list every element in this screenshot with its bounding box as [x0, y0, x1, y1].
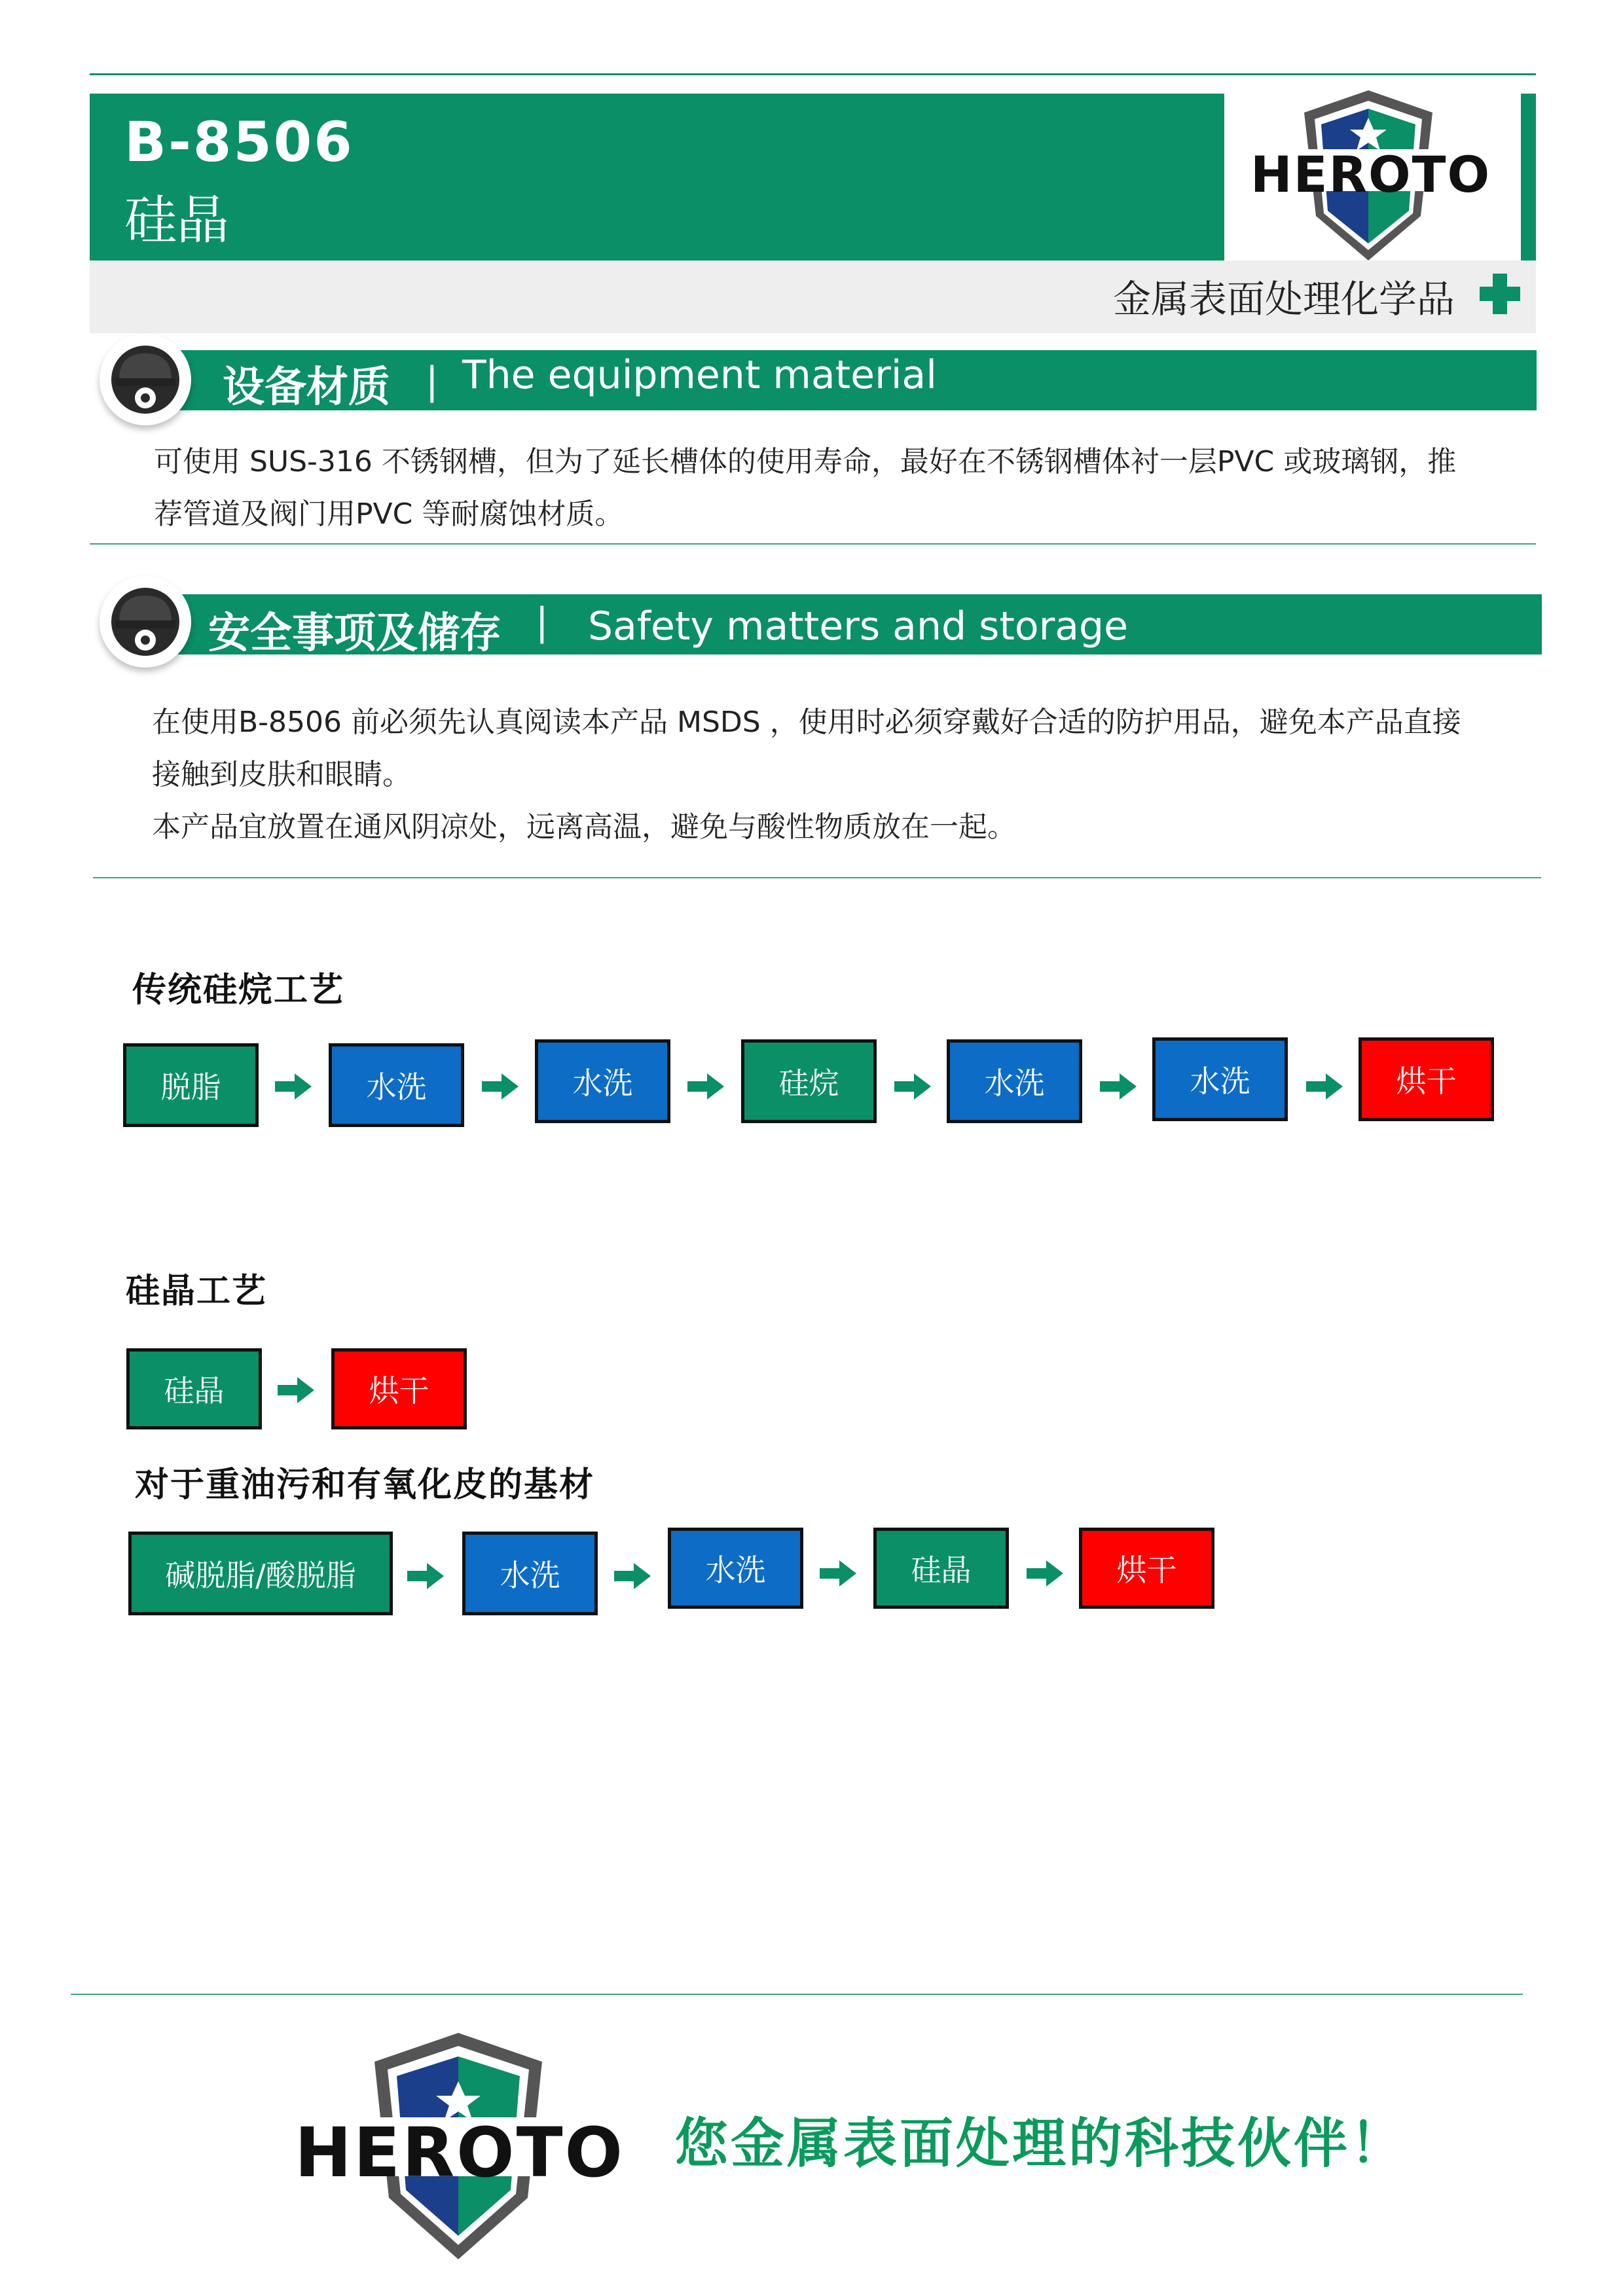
section-equipment-text	[154, 436, 1503, 541]
paragraph-line: 荐管道及阀门用PVC 等耐腐蚀材质。	[154, 497, 624, 531]
process-step: 水洗	[1152, 1037, 1288, 1121]
section-equipment-title: 设备材质	[223, 363, 390, 412]
arrow-right-icon	[894, 1073, 931, 1100]
process-traditional-title: 传统硅烷工艺	[132, 971, 345, 1010]
top-rule	[90, 73, 1536, 75]
section-safety-text	[152, 696, 1514, 853]
section-divider	[93, 877, 1541, 878]
arrow-right-icon	[275, 1073, 312, 1100]
process-step: 水洗	[668, 1528, 803, 1609]
subtitle: 金属表面处理化学品	[1113, 277, 1455, 321]
process-heavy-oil-title: 对于重油污和有氧化皮的基材	[135, 1465, 595, 1505]
process-step: 水洗	[329, 1043, 464, 1127]
process-step: 烘干	[1359, 1037, 1494, 1121]
section-equipment-separator: |	[426, 359, 439, 403]
arrow-right-icon	[1306, 1073, 1343, 1100]
process-step: 脱脂	[123, 1043, 259, 1127]
hardhat-icon	[100, 334, 191, 425]
process-crystal-title: 硅晶工艺	[126, 1272, 268, 1311]
paragraph-line: 接触到皮肤和眼睛。	[152, 758, 411, 791]
arrow-right-icon	[614, 1563, 651, 1589]
footer-slogan: 您金属表面处理的科技伙伴！	[674, 2113, 1407, 2175]
section-equipment-icon-badge	[100, 334, 191, 425]
process-step: 烘干	[1079, 1528, 1214, 1609]
process-step: 硅晶	[126, 1348, 262, 1429]
process-step: 硅烷	[741, 1039, 877, 1123]
header-logo	[1224, 85, 1512, 268]
header-logo-text: HEROTO	[1250, 145, 1491, 204]
paragraph-line: 可使用 SUS-316 不锈钢槽，但为了延长槽体的使用寿命，最好在不锈钢槽体衬一层PVC 或玻璃钢，推	[154, 445, 1457, 478]
section-safety-icon-badge	[100, 576, 191, 668]
arrow-right-icon	[278, 1377, 314, 1403]
process-step: 水洗	[535, 1039, 670, 1123]
section-divider	[90, 543, 1536, 545]
process-step: 烘干	[331, 1348, 467, 1429]
arrow-right-icon	[687, 1073, 724, 1100]
arrow-right-icon	[1100, 1073, 1137, 1100]
section-safety-title: 安全事项及储存	[208, 609, 501, 658]
product-code: B-8506	[124, 110, 354, 174]
process-step: 碱脱脂/酸脱脂	[128, 1532, 393, 1615]
footer-rule	[71, 1994, 1523, 1995]
footer-logo-text: HEROTO	[295, 2113, 625, 2193]
process-step: 硅晶	[873, 1528, 1009, 1609]
paragraph-line: 在使用B-8506 前必须先认真阅读本产品 MSDS ，使用时必须穿戴好合适的防护用品，避免本产品直接	[152, 706, 1461, 739]
arrow-right-icon	[407, 1563, 444, 1589]
paragraph-line: 本产品宜放置在通风阴凉处，远离高温，避免与酸性物质放在一起。	[152, 810, 1016, 844]
footer-logo	[275, 2029, 642, 2265]
process-step: 水洗	[462, 1532, 598, 1615]
arrow-right-icon	[1027, 1560, 1063, 1587]
section-safety-title-en: Safety matters and storage	[588, 603, 1129, 649]
plus-icon	[1480, 274, 1520, 314]
section-equipment-title-en: The equipment material	[462, 352, 937, 398]
section-safety-separator: |	[536, 600, 549, 644]
arrow-right-icon	[482, 1073, 519, 1100]
process-step: 水洗	[947, 1039, 1082, 1123]
hardhat-icon	[100, 576, 191, 668]
product-name: 硅晶	[124, 190, 229, 251]
arrow-right-icon	[820, 1560, 856, 1587]
